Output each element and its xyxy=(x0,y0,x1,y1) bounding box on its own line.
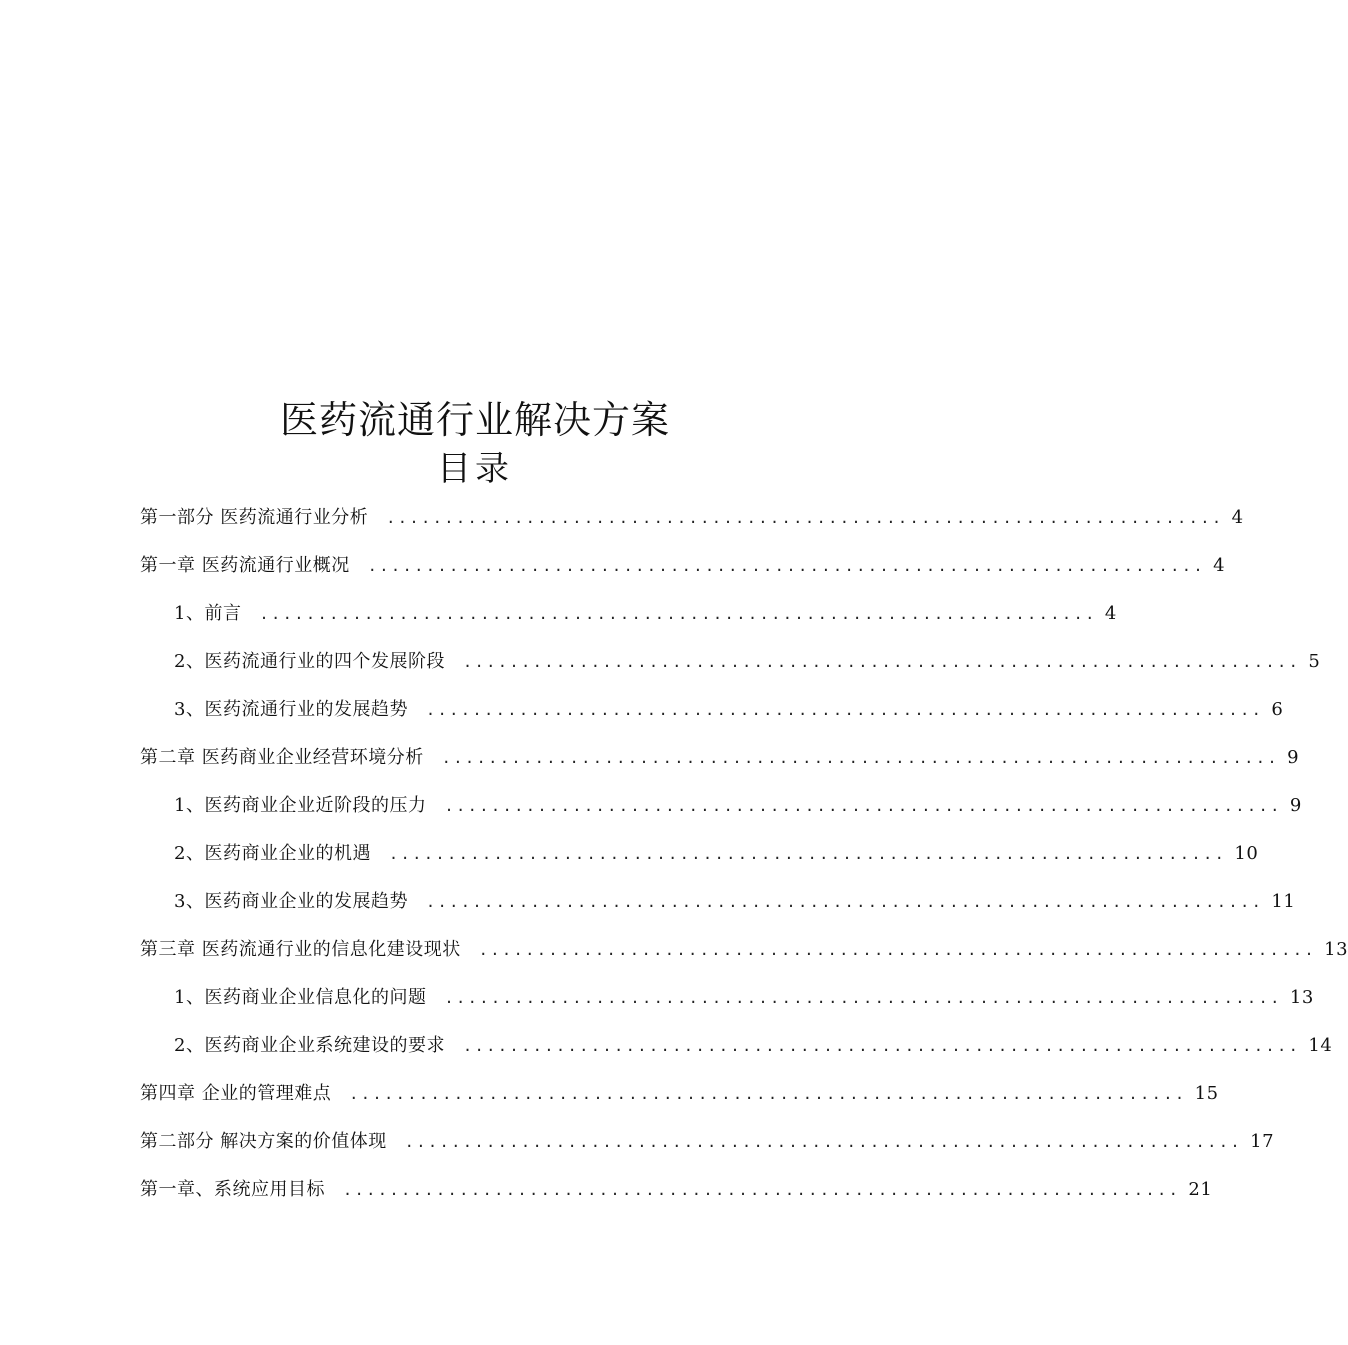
toc-entry[interactable] xyxy=(174,600,1117,628)
dot-leader: ........................................................................ xyxy=(444,797,1282,815)
toc-entry[interactable] xyxy=(174,888,1296,916)
toc-entry-title: 1、前言 xyxy=(174,603,242,624)
toc-entry-title: 第二章 医药商业企业经营环境分析 xyxy=(140,747,424,768)
toc-entry-title: 2、医药商业企业的机遇 xyxy=(174,843,371,864)
toc-entry-title: 第二部分 解决方案的价值体现 xyxy=(140,1131,387,1152)
toc-entry-page: 5 xyxy=(1308,651,1321,672)
dot-leader: ........................................................................ xyxy=(259,605,1097,623)
toc-entry-page: 14 xyxy=(1308,1035,1333,1056)
toc-heading: 目录 xyxy=(437,449,513,489)
toc-entry[interactable] xyxy=(174,840,1259,868)
dot-leader: ........................................................................ xyxy=(462,1037,1301,1055)
toc-entry-page: 4 xyxy=(1104,603,1117,624)
toc-entry[interactable] xyxy=(140,744,1300,772)
toc-entry-page: 15 xyxy=(1194,1083,1219,1104)
toc-entry-page: 4 xyxy=(1213,555,1226,576)
toc-entry[interactable] xyxy=(140,1080,1219,1108)
toc-entry-page: 21 xyxy=(1188,1179,1213,1200)
toc-entry-page: 9 xyxy=(1287,747,1300,768)
toc-entry-title: 第一章 医药流通行业概况 xyxy=(140,555,350,576)
document-title: 医药流通行业解决方案 xyxy=(279,398,670,442)
toc-entry-title: 3、医药流通行业的发展趋势 xyxy=(174,699,408,720)
toc-entry-title: 第一章、系统应用目标 xyxy=(140,1179,325,1200)
dot-leader: ........................................................................ xyxy=(478,941,1317,959)
toc-entry[interactable] xyxy=(140,936,1348,964)
toc-entry[interactable] xyxy=(174,1032,1333,1060)
toc-entry-page: 10 xyxy=(1234,843,1259,864)
dot-leader: ........................................................................ xyxy=(388,845,1227,863)
toc-entry-page: 11 xyxy=(1271,891,1296,912)
toc-entry[interactable] xyxy=(174,984,1314,1012)
dot-leader: ........................................................................ xyxy=(462,653,1301,671)
toc-entry-title: 3、医药商业企业的发展趋势 xyxy=(174,891,408,912)
dot-leader: ........................................................................ xyxy=(367,557,1206,575)
dot-leader: ........................................................................ xyxy=(441,749,1280,767)
toc-entry-title: 1、医药商业企业近阶段的压力 xyxy=(174,795,427,816)
toc-entry-title: 2、医药商业企业系统建设的要求 xyxy=(174,1035,445,1056)
toc-entry[interactable] xyxy=(140,504,1244,532)
dot-leader: ........................................................................ xyxy=(425,701,1264,719)
toc-entry-title: 2、医药流通行业的四个发展阶段 xyxy=(174,651,445,672)
toc-entry-page: 6 xyxy=(1271,699,1284,720)
toc-entry[interactable] xyxy=(174,696,1284,724)
toc-entry[interactable] xyxy=(140,1128,1275,1156)
toc-entry-page: 9 xyxy=(1289,795,1302,816)
toc-entry-title: 第一部分 医药流通行业分析 xyxy=(140,507,369,528)
toc-entry-page: 4 xyxy=(1231,507,1244,528)
toc-entry-title: 第三章 医药流通行业的信息化建设现状 xyxy=(140,939,461,960)
toc-entry[interactable] xyxy=(140,1176,1213,1204)
toc-entry[interactable] xyxy=(140,552,1226,580)
toc-entry-title: 1、医药商业企业信息化的问题 xyxy=(174,987,427,1008)
dot-leader: ........................................................................ xyxy=(386,509,1224,527)
toc-entry[interactable] xyxy=(174,648,1321,676)
toc-entry-title: 第四章 企业的管理难点 xyxy=(140,1083,332,1104)
toc-entry-page: 13 xyxy=(1324,939,1348,960)
dot-leader: ........................................................................ xyxy=(349,1085,1187,1103)
dot-leader: ........................................................................ xyxy=(404,1133,1243,1151)
dot-leader: ........................................................................ xyxy=(425,893,1264,911)
dot-leader: ........................................................................ xyxy=(343,1181,1181,1199)
toc-entry[interactable] xyxy=(174,792,1302,820)
toc-entry-page: 17 xyxy=(1250,1131,1275,1152)
toc-entry-page: 13 xyxy=(1289,987,1314,1008)
dot-leader: ........................................................................ xyxy=(444,989,1282,1007)
